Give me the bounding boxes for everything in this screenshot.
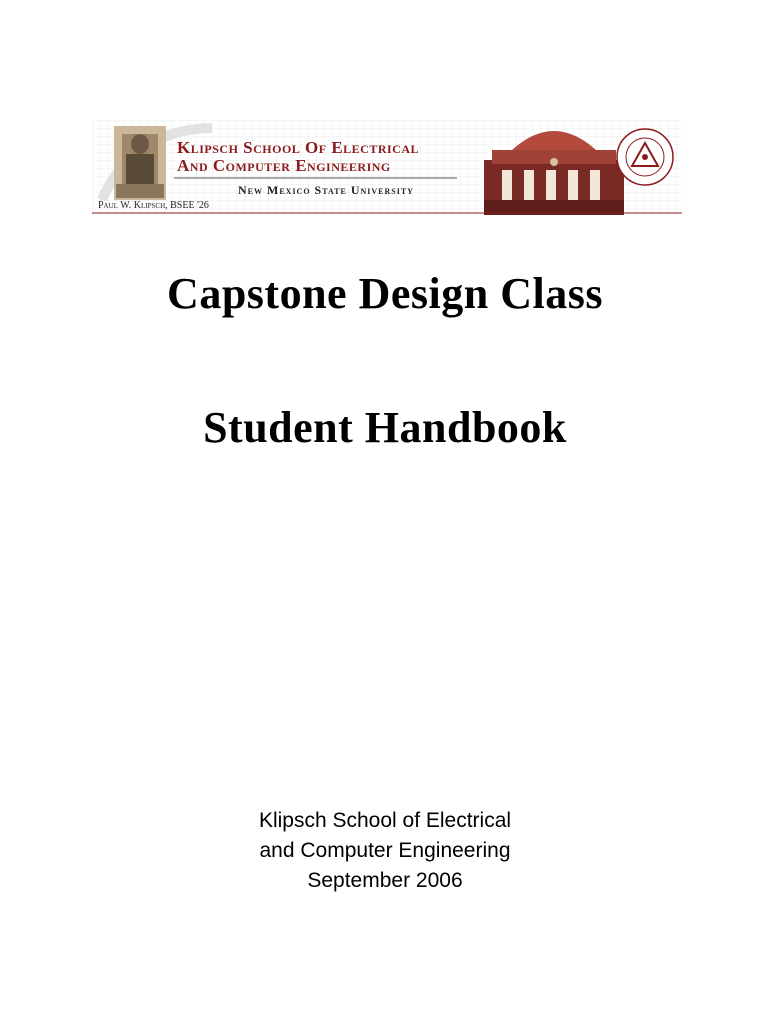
document-subtitle: Student Handbook [203,403,567,452]
document-title: Capstone Design Class [167,269,603,318]
org-line-1: Klipsch School of Electrical [258,809,512,832]
banner-university-name: New Mexico State University [238,183,414,197]
portrait-caption: Paul W. Klipsch, BSEE '26 [98,200,209,211]
banner-school-name-line-2: And Computer Engineering [177,156,391,175]
portrait-photo [114,126,166,200]
banner-school-name: Klipsch School Of Electrical [177,138,420,157]
header-banner [92,120,682,215]
university-seal-icon [617,129,673,185]
org-line-2: and Computer Engineering [259,839,511,862]
document-date: September 2006 [307,869,463,892]
